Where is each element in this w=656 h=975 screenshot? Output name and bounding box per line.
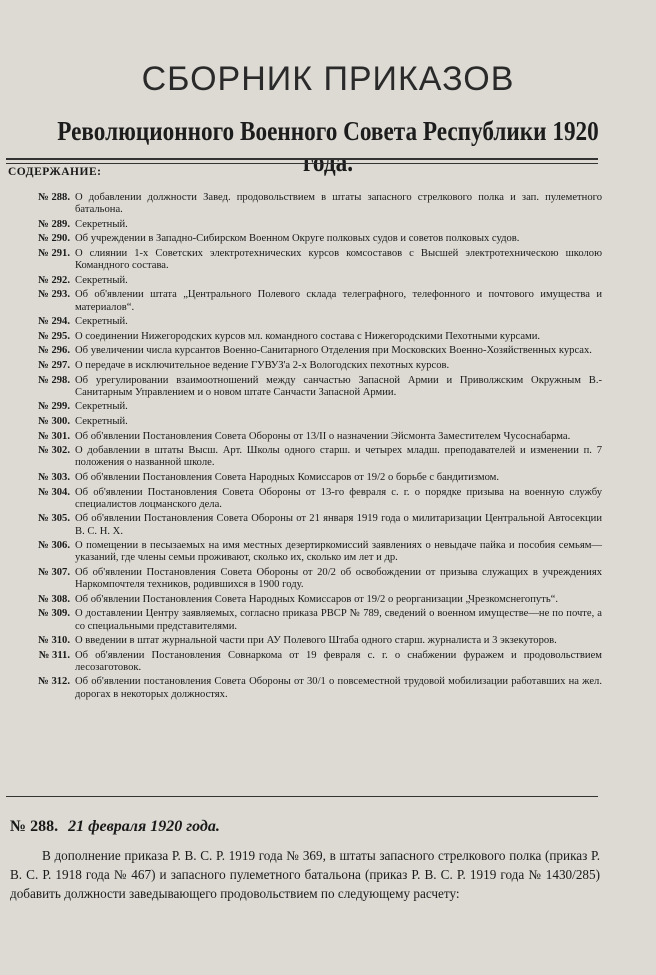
contents-item xyxy=(22,316,602,328)
contents-item-text: О слиянии 1-х Советских электротехнических курсов комсоставов с Высшей электротехническою школою Командного состава. xyxy=(75,247,602,272)
contents-item-number: № 304. xyxy=(38,486,70,498)
contents-item xyxy=(22,331,602,343)
contents-item-text: Об об'явлении постановления Совета Обороны от 30/1 о повсеместной трудовой мобилизации работавших на жел. дорогах в некоторых должностях. xyxy=(75,676,602,700)
contents-item xyxy=(22,401,602,413)
order-date: 21 февраля 1920 года. xyxy=(68,818,220,835)
contents-item-number: № 305. xyxy=(38,513,70,525)
contents-item xyxy=(22,375,602,399)
order-heading xyxy=(10,818,220,836)
contents-item xyxy=(22,233,602,245)
contents-item-number: № 291. xyxy=(38,247,70,259)
contents-item xyxy=(22,416,602,428)
contents-item-text: Об об'явлении Постановления Совета Обороны от 13-го февраля с. г. о порядке призыва на военную службу специалистов лоцманского дела. xyxy=(75,486,602,510)
contents-item xyxy=(22,676,602,700)
contents-item-text: Об об'явлении Постановления Совета Обороны от 20/2 об освобождении от призыва служащих в учреждениях Наркомпочтеля техников, родившихся в 1900 году. xyxy=(75,566,602,591)
contents-item-text: Об об'явлении Постановления Совета Обороны от 21 января 1919 года о милитаризации Центральной Автосекции В. С. Н. Х. xyxy=(75,513,602,537)
contents-item-text: О добавлении должности Завед. продовольствием в штаты запасного стрелкового полка и зап. пулеметного батальона. xyxy=(75,192,602,216)
contents-item-number: № 308. xyxy=(38,593,70,605)
contents-item-number: № 295. xyxy=(38,330,70,342)
contents-item xyxy=(22,219,602,231)
contents-item xyxy=(22,431,602,443)
contents-item-text: Секретный. xyxy=(75,415,128,427)
contents-item-text: Секретный. xyxy=(75,316,128,328)
contents-item xyxy=(22,445,602,469)
contents-item xyxy=(22,608,602,632)
contents-item-text: Об об'явлении Постановления Совета Обороны от 13/II о назначении Эйсмонта Заместителем Чусоснабарма. xyxy=(75,430,571,442)
contents-item-text: Об об'явлении Постановления Совета Народных Комиссаров от 19/2 о реорганизации „Чрезкомснегопуть“. xyxy=(75,593,559,605)
contents-item-number: № 290. xyxy=(38,233,70,245)
contents-item-number: № 307. xyxy=(38,566,70,578)
contents-item-text: Об учреждении в Западно-Сибирском Военном Округе полковых судов и советов полковых судов. xyxy=(75,233,520,245)
contents-item-number: № 288. xyxy=(38,192,70,203)
contents-item-text: О добавлении в штаты Высш. Арт. Школы одного старш. и четырех младш. преподавателей и изменении п. 7 положения о названной школе. xyxy=(75,445,602,469)
contents-item xyxy=(22,248,602,272)
contents-item xyxy=(22,650,602,674)
contents-item xyxy=(22,275,602,287)
order-body: В дополнение приказа Р. В. С. Р. 1919 года № 369, в штаты запасного стрелкового полка (приказ Р. В. С. Р. 1918 года № 467) и запасного пулеметного батальона (приказ Р. В. С. Р. 1919 года № 1430/285) добавить должности заведывающего продовольствием по следующему расчету: xyxy=(10,848,600,901)
contents-item-text: Секретный. xyxy=(75,218,128,230)
contents-item xyxy=(22,472,602,484)
contents-item-text: О введении в штат журнальной части при АУ Полевого Штаба одного старш. журналиста и 3 экзекуторов. xyxy=(75,635,557,647)
collection-subtitle: Революционного Военного Совета Республики 1920 года. xyxy=(57,116,599,177)
contents-item-text: Об урегулировании взаимоотношений между санчастью Запасной Армии и Приволжским Окружным В.-Санитарным Управлением и о новом штате Санчасти Запасной Армии. xyxy=(75,374,602,398)
contents-item-number: № 300. xyxy=(38,415,70,427)
contents-item-text: Об об'явлении штата „Центрального Полевого склада телеграфного, телефонного и почтового имущества и материалов“. xyxy=(75,289,602,313)
contents-item-text: О передаче в исключительное ведение ГУВУЗ'а 2-х Вологодских пехотных курсов. xyxy=(75,359,450,371)
contents-item-text: Секретный. xyxy=(75,401,128,413)
contents-item-number: № 311. xyxy=(38,649,70,661)
contents-item-number: № 303. xyxy=(38,471,70,483)
contents-item-text: О доставлении Центру заявляемых, согласно приказа РВСР № 789, сведений о военном имуществе—не по почте, а со специальными представителями. xyxy=(75,608,602,632)
contents-item-text: Об об'явлении Постановления Совнаркома от 19 февраля с. г. о снабжении фуражем и продовольствием лесозаготовок. xyxy=(75,649,602,673)
contents-item xyxy=(22,192,602,216)
table-of-contents xyxy=(22,192,602,703)
contents-item-number: № 312. xyxy=(38,676,70,688)
contents-item-number: № 298. xyxy=(38,374,70,386)
contents-item-number: № 310. xyxy=(38,635,70,647)
contents-item-text: Об увеличении числа курсантов Военно-Санитарного Отделения при Московских Военно-Хозяйственных курсах. xyxy=(75,345,592,357)
contents-heading: СОДЕРЖАНИЕ: xyxy=(8,166,102,178)
contents-item-number: № 296. xyxy=(38,345,70,357)
contents-item-number: № 297. xyxy=(38,359,70,371)
contents-item-number: № 289. xyxy=(38,218,70,230)
contents-item-number: № 309. xyxy=(38,608,70,620)
contents-item xyxy=(22,289,602,313)
contents-item-number: № 302. xyxy=(38,445,70,457)
contents-item-number: № 301. xyxy=(38,430,70,442)
contents-item-number: № 294. xyxy=(38,316,70,328)
collection-title: СБОРНИК ПРИКАЗОВ xyxy=(141,60,515,98)
contents-item xyxy=(22,487,602,511)
contents-item xyxy=(22,345,602,357)
contents-item xyxy=(22,567,602,591)
contents-item-text: Секретный. xyxy=(75,274,128,286)
contents-item xyxy=(22,540,602,564)
contents-item xyxy=(22,594,602,606)
contents-divider xyxy=(6,796,598,797)
header-divider xyxy=(6,158,598,164)
order-number: № 288. xyxy=(10,818,59,835)
contents-item-text: Об об'явлении Постановления Совета Народных Комиссаров от 19/2 о борьбе с бандитизмом. xyxy=(75,471,500,483)
contents-item xyxy=(22,513,602,537)
contents-item-text: О помещении в песызаемых на имя местных дезертиркомиссий заявлениях о невыдаче пайка и пособия семьям—указаний, где члены семьи проживают, сколько их, сколько им лет и др. xyxy=(75,540,602,564)
contents-item-number: № 293. xyxy=(38,289,70,301)
contents-item-number: № 292. xyxy=(38,274,70,286)
contents-item-text: О соединении Нижегородских курсов мл. командного состава с Нижегородскими Пехотными курсами. xyxy=(75,330,541,342)
contents-item xyxy=(22,635,602,647)
contents-item-number: № 306. xyxy=(38,540,70,552)
contents-item xyxy=(22,360,602,372)
contents-item-number: № 299. xyxy=(38,401,70,413)
